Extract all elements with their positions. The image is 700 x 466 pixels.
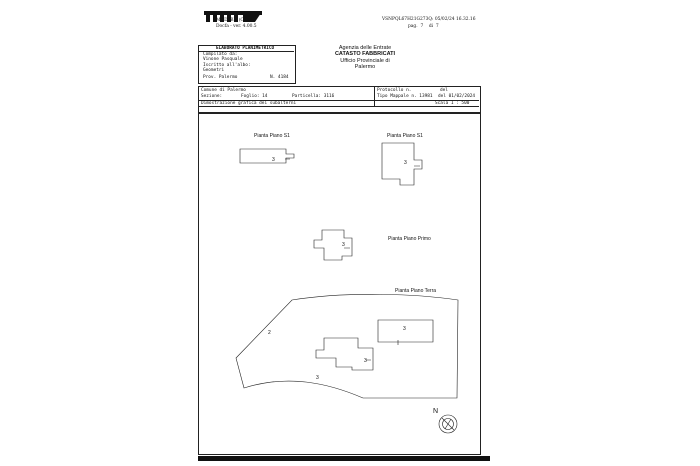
enrolled-value: Geometri: [203, 68, 225, 73]
enrolled-label: Iscritto all'albo:: [203, 63, 251, 68]
scala: Scala 1 : 500: [435, 101, 470, 106]
page-indicator: pag. 7 di 7: [408, 24, 439, 29]
office-city: Palermo: [354, 63, 376, 70]
doc-model: MOD. BN (CEU): [216, 18, 253, 23]
plan-s1-right-outline: [382, 143, 422, 185]
protocollo: Protocollo n.: [377, 88, 412, 93]
plan-s1-right-subaltern: 3: [404, 160, 407, 166]
office-label: Ufficio Provinciale di: [340, 57, 390, 64]
registration-number: N. 4184: [270, 75, 289, 80]
floor-plans-drawing: [198, 112, 480, 454]
catasto-title: CATASTO FABBRICATI: [334, 51, 396, 58]
plan-primo-outline: [314, 230, 352, 260]
document-sheet: [190, 5, 500, 461]
elaborato-heading: ELABORATO PLANIMETRICO: [216, 46, 275, 51]
comune: Comune di Palermo: [201, 88, 246, 93]
compiled-name: Vinone Pasquale: [203, 57, 243, 62]
plan-terra-subaltern-2: 2: [268, 330, 271, 336]
compiled-label: Compilato da:: [203, 52, 238, 57]
doc-version: Docfa - ver. 4.00.5: [216, 24, 257, 29]
plan-primo-label: Pianta Piano Primo: [388, 236, 431, 242]
tipo-mappale-date: del 01/02/2024: [438, 94, 476, 99]
sezione: Sezione:: [201, 94, 223, 99]
protocollo-del: del: [440, 88, 448, 93]
dimostrazione: Dimostrazione grafica dei subalterni: [201, 101, 297, 106]
particella: Particella: 3116: [292, 94, 335, 99]
plan-s1-right-label: Pianta Piano S1: [387, 133, 423, 139]
plan-s1-left-outline: [240, 149, 294, 163]
north-arrow: [442, 418, 454, 430]
sheet-bottom-bar: [198, 456, 490, 461]
province-label: Prov. Palermo: [203, 75, 238, 80]
plan-s1-left-label: Pianta Piano S1: [254, 133, 290, 139]
plan-s1-left-subaltern: 3: [272, 157, 275, 163]
north-label: N: [433, 408, 439, 415]
agency-name: Agenzia delle Entrate: [338, 45, 392, 51]
plan-terra-building-central: [316, 338, 373, 370]
plan-primo-subaltern: 3: [342, 242, 345, 248]
plan-terra-subaltern-lot: 3: [316, 375, 319, 381]
protocol-code: VSNPQL67H21G273Q: 05/02/24 16.32.16: [382, 17, 476, 22]
tipo-mappale: Tipo Mappale n. 13981: [377, 94, 433, 99]
plan-terra-subaltern-upper: 3: [403, 326, 406, 332]
plan-terra-lot-outline: [236, 294, 458, 398]
agency-block: [320, 45, 410, 70]
plan-terra-label: Pianta Piano Terra: [395, 288, 437, 294]
foglio: Foglio: 14: [241, 94, 268, 99]
plan-terra-subaltern-central: 3: [364, 358, 367, 364]
